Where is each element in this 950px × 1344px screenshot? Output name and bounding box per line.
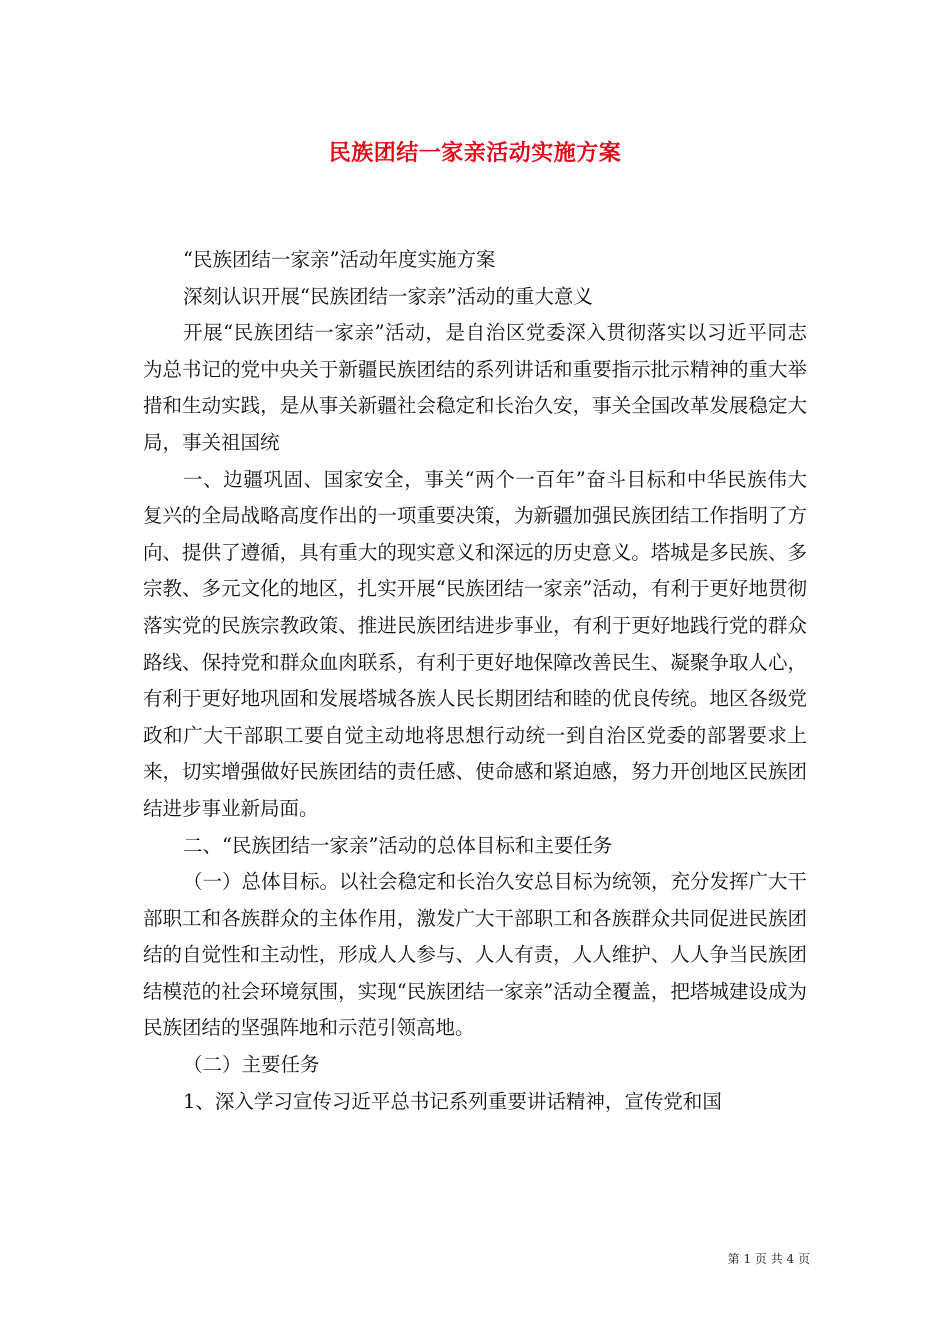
paragraph-heading-significance: 深刻认识开展“民族团结一家亲”活动的重大意义	[182, 284, 593, 308]
paragraph-heading-goals: 二、“民族团结一家亲”活动的总体目标和主要任务	[182, 833, 613, 857]
paragraph: 开展“民族团结一家亲”活动，是自治区党委深入贯彻落实以习近平同志为总书记的党中央关于新疆民族团结的系列讲话和重要指示批示精神的重大举措和生动实践，是从事关新疆社会稳定和长治久安，事关全国改革发展稳定大局，事关祖国统	[143, 321, 807, 454]
page-number: 第 1 页 共 4 页	[727, 1252, 810, 1266]
paragraph-subtitle: “民族团结一家亲”活动年度实施方案	[182, 248, 496, 271]
paragraph: （一）总体目标。以社会稳定和长治久安总目标为统领，充分发挥广大干部职工和各族群众的主体作用，激发广大干部职工和各族群众共同促进民族团结的自觉性和主动性，形成人人参与、人人有责，人人维护、人人争当民族团结模范的社会环境氛围，实现“民族团结一家亲”活动全覆盖，把塔城建设成为民族团结的坚强阵地和示范引领高地。	[143, 870, 807, 1040]
document-body	[143, 242, 807, 1120]
document-title: 民族团结一家亲活动实施方案	[328, 140, 622, 166]
paragraph: 一、边疆巩固、国家安全，事关“两个一百年”奋斗目标和中华民族伟大复兴的全局战略高度作出的一项重要决策，为新疆加强民族团结工作指明了方向、提供了遵循，具有重大的现实意义和深远的历史意义。塔城是多民族、多宗教、多元文化的地区，扎实开展“民族团结一家亲”活动，有利于更好地贯彻落实党的民族宗教政策、推进民族团结进步事业，有利于更好地践行党的群众路线、保持党和群众血肉联系，有利于更好地保障改善民生、凝聚争取人心，有利于更好地巩固和发展塔城各族人民长期团结和睦的优良传统。地区各级党政和广大干部职工要自觉主动地将思想行动统一到自治区党委的部署要求上来，切实增强做好民族团结的责任感、使命感和紧迫感，努力开创地区民族团结进步事业新局面。	[143, 467, 807, 820]
paragraph: 1、深入学习宣传习近平总书记系列重要讲话精神，宣传党和国	[182, 1089, 722, 1113]
paragraph-heading-tasks: （二）主要任务	[182, 1053, 320, 1077]
